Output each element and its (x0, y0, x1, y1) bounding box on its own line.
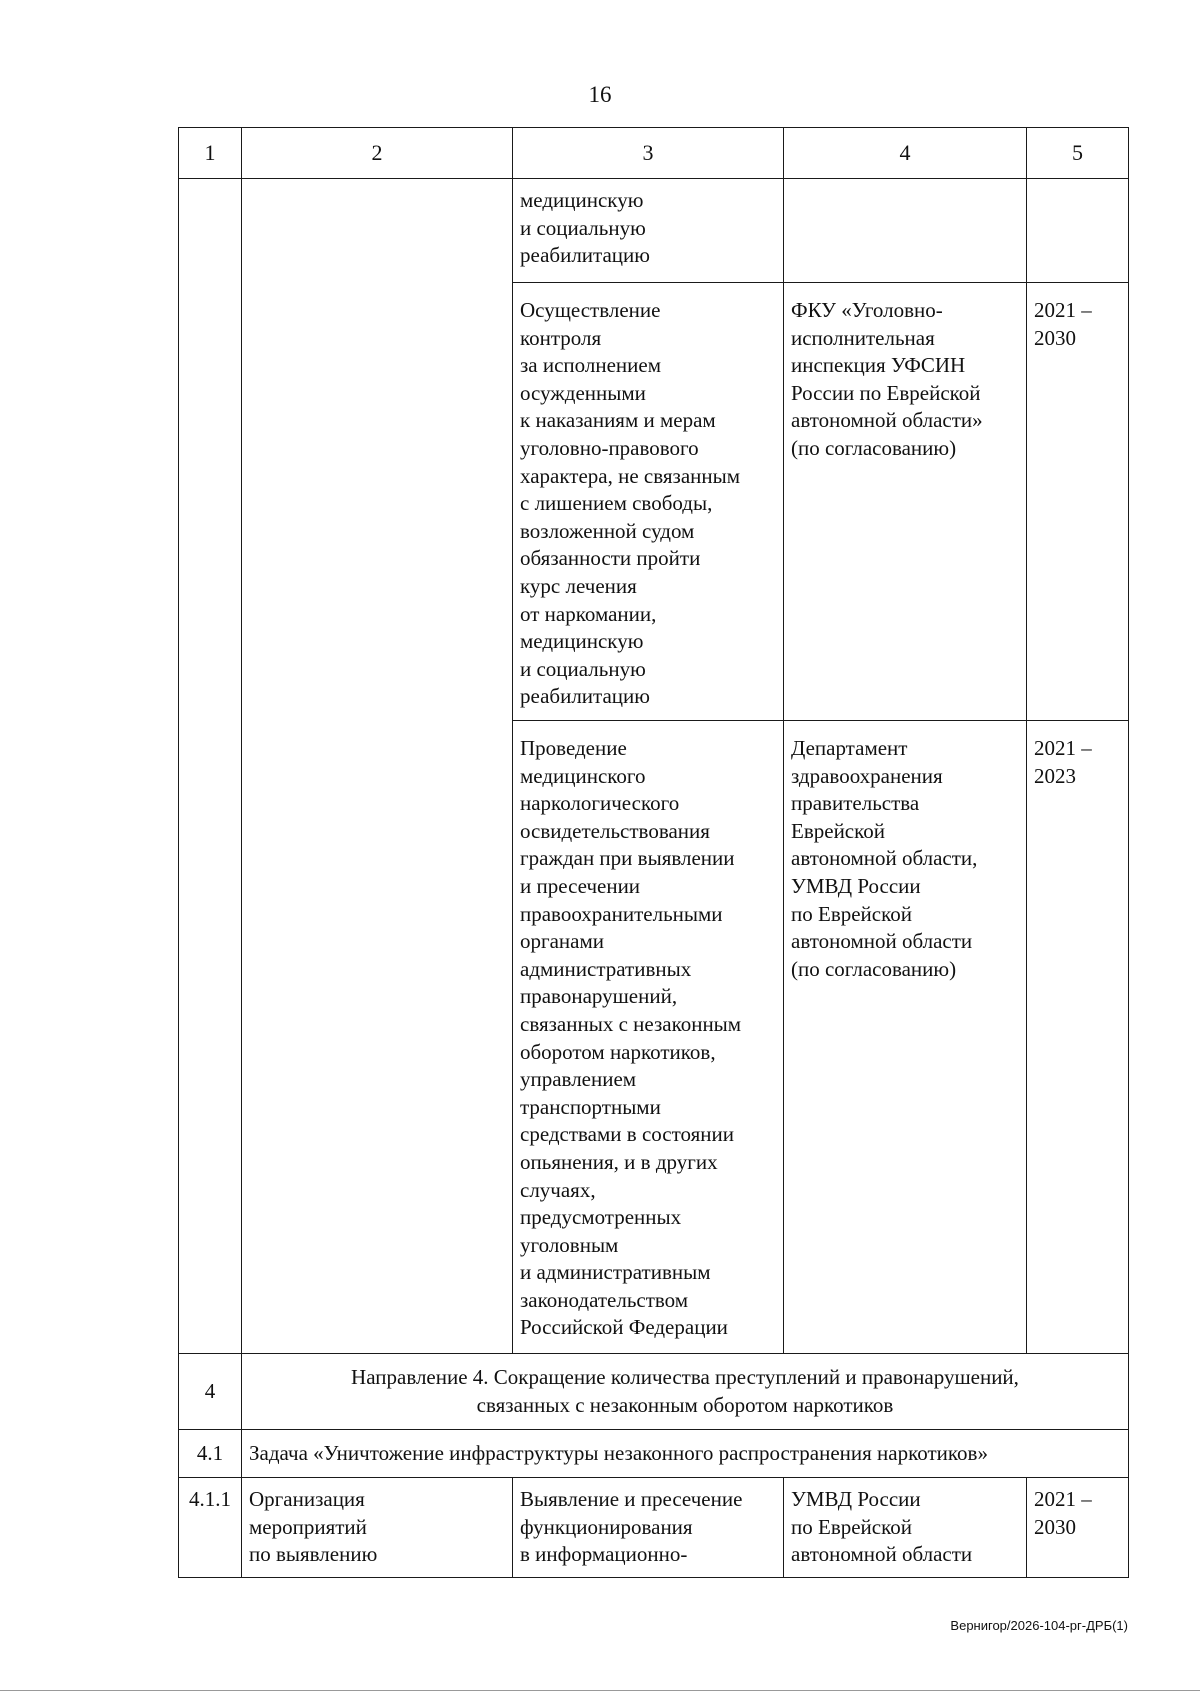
cell-control-period: 2021 – 2030 (1027, 283, 1129, 721)
bottom-scan-edge (0, 1690, 1200, 1691)
cell-4-1-1-event: Организация мероприятий по выявлению (242, 1478, 513, 1578)
measures-table (178, 127, 1129, 1578)
header-col-5: 5 (1027, 128, 1129, 179)
cell-continuation-period (1027, 179, 1129, 283)
header-col-2: 2 (242, 128, 513, 179)
cell-control-measure: Осуществление контроля за исполнением осужденными к наказаниям и мерам уголовно-правового характера, не связанным с лишением свободы, возложенной судом обязанности пройти курс лечения от наркомании, медицинскую и социальную реабилитацию (513, 283, 784, 721)
cell-4-1-1-executor: УМВД России по Еврейской автономной области (784, 1478, 1027, 1578)
cell-4-1-1-measure: Выявление и пресечение функционирования в информационно- (513, 1478, 784, 1578)
cell-col-1-merged (179, 179, 242, 1354)
cell-task-title: Задача «Уничтожение инфраструктуры незаконного распространения наркотиков» (242, 1430, 1129, 1478)
cell-continuation-executor (784, 179, 1027, 283)
cell-continuation-measure: медицинскую и социальную реабилитацию (513, 179, 784, 283)
header-col-4: 4 (784, 128, 1027, 179)
cell-direction-title: Направление 4. Сокращение количества преступлений и правонарушений, связанных с незаконным оборотом наркотиков (242, 1354, 1129, 1430)
cell-4-1-1-number: 4.1.1 (179, 1478, 242, 1578)
document-code: Вернигор/2026-104-рг-ДРБ(1) (950, 1618, 1128, 1633)
cell-examination-executor: Департамент здравоохранения правительства Еврейской автономной области, УМВД России по Еврейской автономной области (по согласованию) (784, 721, 1027, 1354)
cell-direction-number: 4 (179, 1354, 242, 1430)
cell-4-1-1-period: 2021 – 2030 (1027, 1478, 1129, 1578)
table-row-4-1-1 (179, 1478, 1129, 1578)
table-row-task-4-1 (179, 1430, 1129, 1478)
cell-col-2-merged (242, 179, 513, 1354)
table-header-row (179, 128, 1129, 179)
table-row-continuation (179, 179, 1129, 283)
header-col-1: 1 (179, 128, 242, 179)
cell-control-executor: ФКУ «Уголовно- исполнительная инспекция УФСИН России по Еврейской автономной области» (по согласованию) (784, 283, 1027, 721)
cell-examination-measure: Проведение медицинского наркологического освидетельствования граждан при выявлении и пресечении правоохранительными органами административных правонарушений, связанных с незаконным оборотом наркотиков, управлением транспортными средствами в состоянии опьянения, и в других случаях, предусмотренных уголовным и административным законодательством Российской Федерации (513, 721, 784, 1354)
cell-examination-period: 2021 – 2023 (1027, 721, 1129, 1354)
cell-task-number: 4.1 (179, 1430, 242, 1478)
page-number: 16 (588, 82, 612, 107)
header-col-3: 3 (513, 128, 784, 179)
table-row-direction-4 (179, 1354, 1129, 1430)
